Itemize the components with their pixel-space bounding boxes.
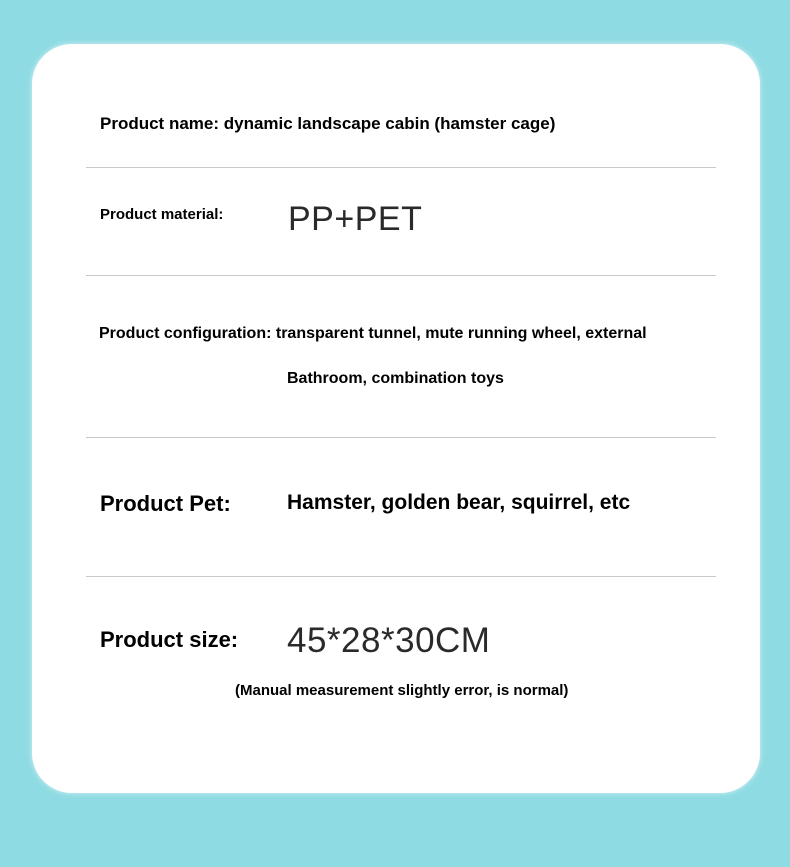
product-info-card [32,44,760,793]
product-size-value: 45*28*30CM [287,621,491,660]
product-material-label: Product material: [100,206,224,223]
product-pet-value: Hamster, golden bear, squirrel, etc [287,491,631,514]
divider [86,275,716,276]
product-configuration-line1: Product configuration: transparent tunnel, mute running wheel, external [99,325,647,342]
measurement-note: (Manual measurement slightly error, is normal) [235,682,569,699]
product-configuration-line2: Bathroom, combination toys [287,370,504,387]
product-material-value: PP+PET [288,200,423,238]
divider [86,576,716,577]
product-size-label: Product size: [100,627,239,652]
product-name-text: Product name: dynamic landscape cabin (hamster cage) [100,114,556,133]
divider [86,437,716,438]
product-pet-label: Product Pet: [100,491,231,516]
divider [86,167,716,168]
